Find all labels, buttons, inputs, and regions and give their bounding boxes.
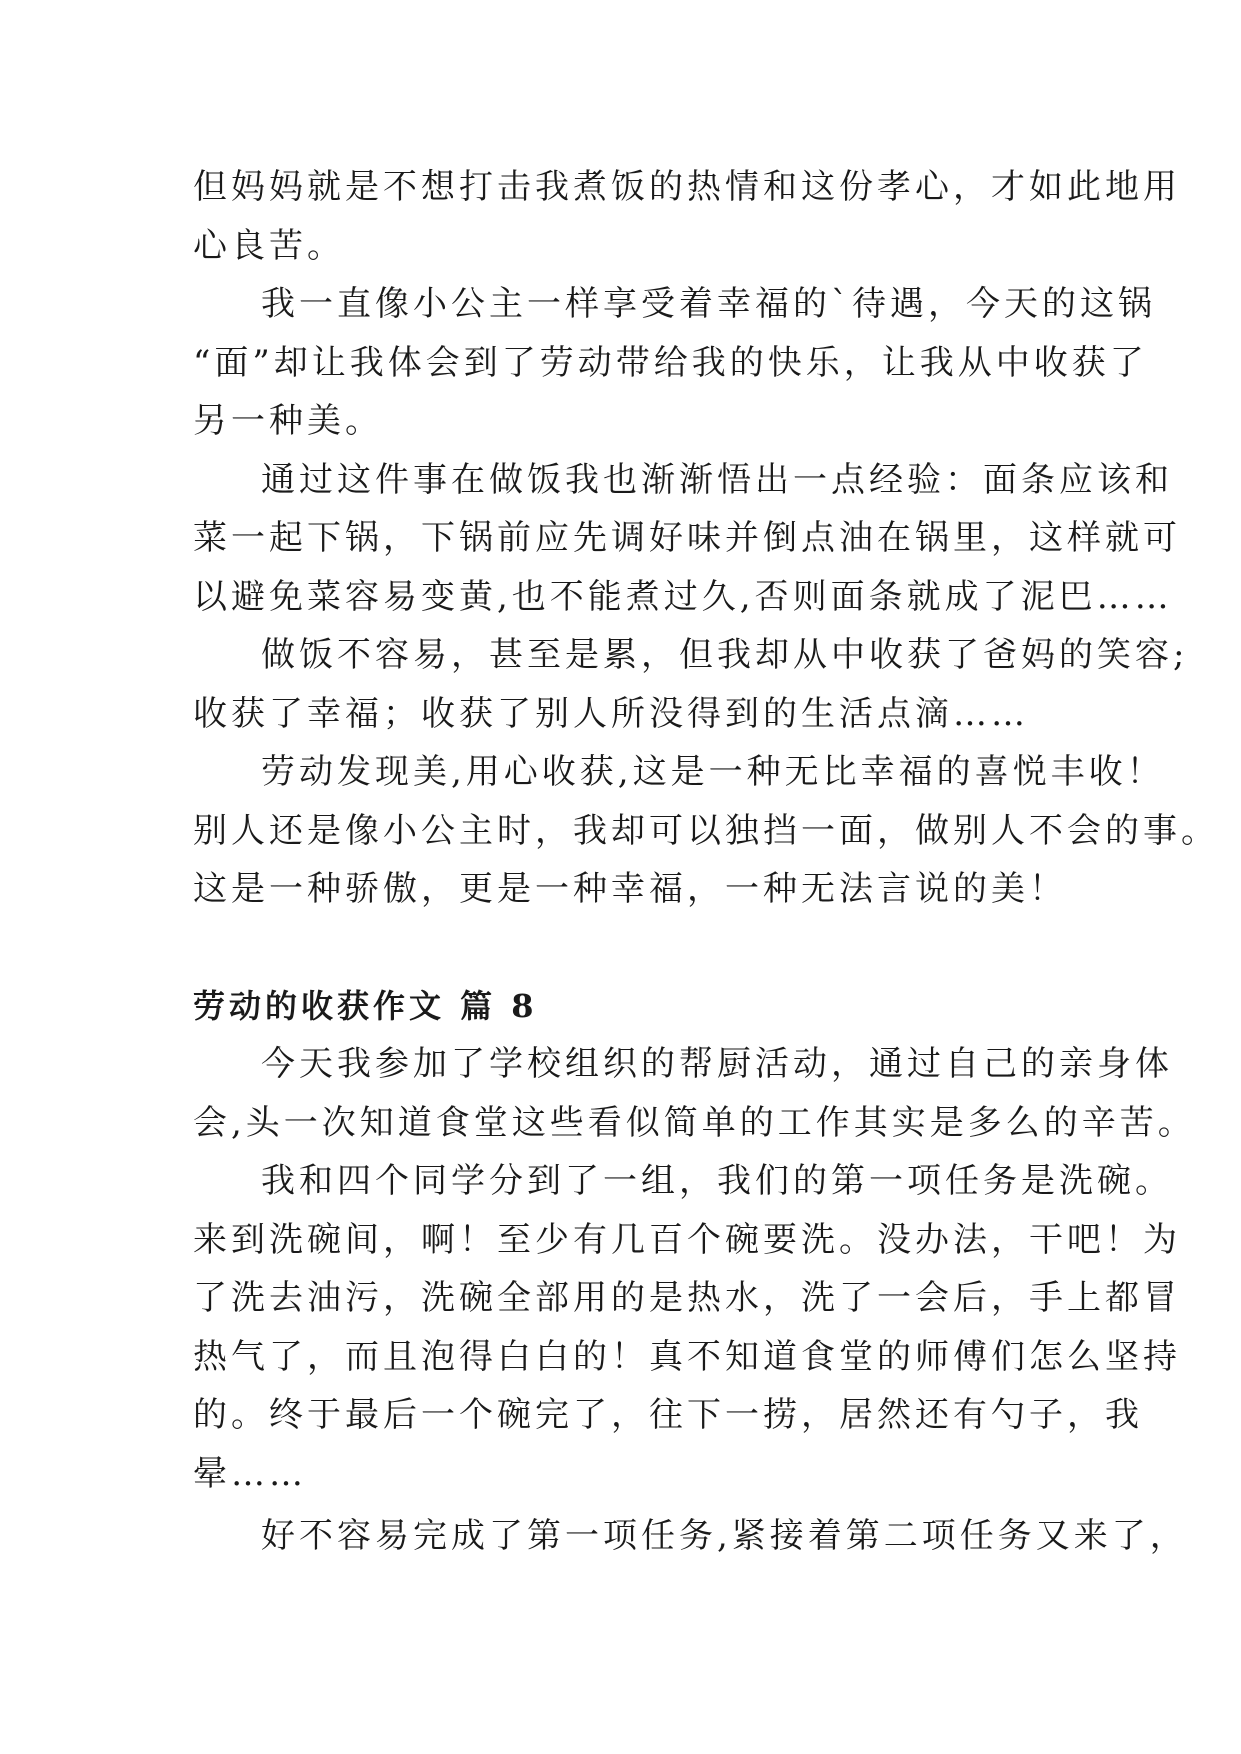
paragraph [193,451,1181,627]
section-title: 劳动的收获作文 篇 8 [193,986,538,1025]
text-line: 这是一种骄傲，更是一种幸福，一种无法言说的美！ [193,869,1067,909]
paragraph [193,1152,1181,1503]
document-body [193,158,1219,1566]
text-line: 了洗去油污，洗碗全部用的是热水，洗了一会后，手上都冒 [193,1278,1181,1318]
text-line: 的。终于最后一个碗完了，往下一捞，居然还有勺子，我 [193,1395,1143,1435]
text-line: 做饭不容易，甚至是累，但我却从中收获了爸妈的笑容; [261,635,1189,675]
paragraph [193,1507,1188,1566]
text-line: 今天我参加了学校组织的帮厨活动，通过自己的亲身体 [261,1044,1173,1084]
text-line: 别人还是像小公主时，我却可以独挡一面，做别人不会的事。 [193,810,1219,851]
paragraph [193,158,1181,275]
text-line: “面”却让我体会到了劳动带给我的快乐，让我从中收获了 [193,342,1148,383]
text-line: 通过这件事在做饭我也渐渐悟出一点经验：面条应该和 [261,459,1173,500]
text-line: 以避免菜容易变黄,也不能煮过久,否则面条就成了泥巴…… [193,576,1173,617]
text-line: 晕…… [193,1453,307,1494]
text-line: 会,头一次知道食堂这些看似简单的工作其实是多么的辛苦。 [193,1102,1196,1143]
text-line: 另一种美。 [193,401,383,441]
paragraph [193,1035,1196,1152]
text-line: 但妈妈就是不想打击我煮饭的热情和这份孝心，才如此地用 [193,167,1181,207]
text-line: 来到洗碗间，啊！至少有几百个碗要洗。没办法，干吧！为 [193,1219,1181,1260]
text-line: 菜一起下锅，下锅前应先调好味并倒点油在锅里，这样就可 [193,518,1181,558]
text-line: 我和四个同学分到了一组，我们的第一项任务是洗碗。 [261,1161,1173,1201]
text-line: 好不容易完成了第一项任务,紧接着第二项任务又来了， [261,1516,1188,1556]
text-line: 心良苦。 [193,225,345,266]
text-line: 我一直像小公主一样享受着幸福的`待遇，今天的这锅 [261,284,1156,324]
text-line: 劳动发现美,用心收获,这是一种无比幸福的喜悦丰收！ [261,752,1165,792]
text-line: 收获了幸福；收获了别人所没得到的生活点滴…… [193,693,1029,734]
paragraph [193,743,1219,919]
paragraph [193,626,1189,743]
text-line: 热气了，而且泡得白白的！真不知道食堂的师傅们怎么坚持 [193,1336,1181,1377]
section-gap [193,919,1053,977]
paragraph [193,275,1156,451]
